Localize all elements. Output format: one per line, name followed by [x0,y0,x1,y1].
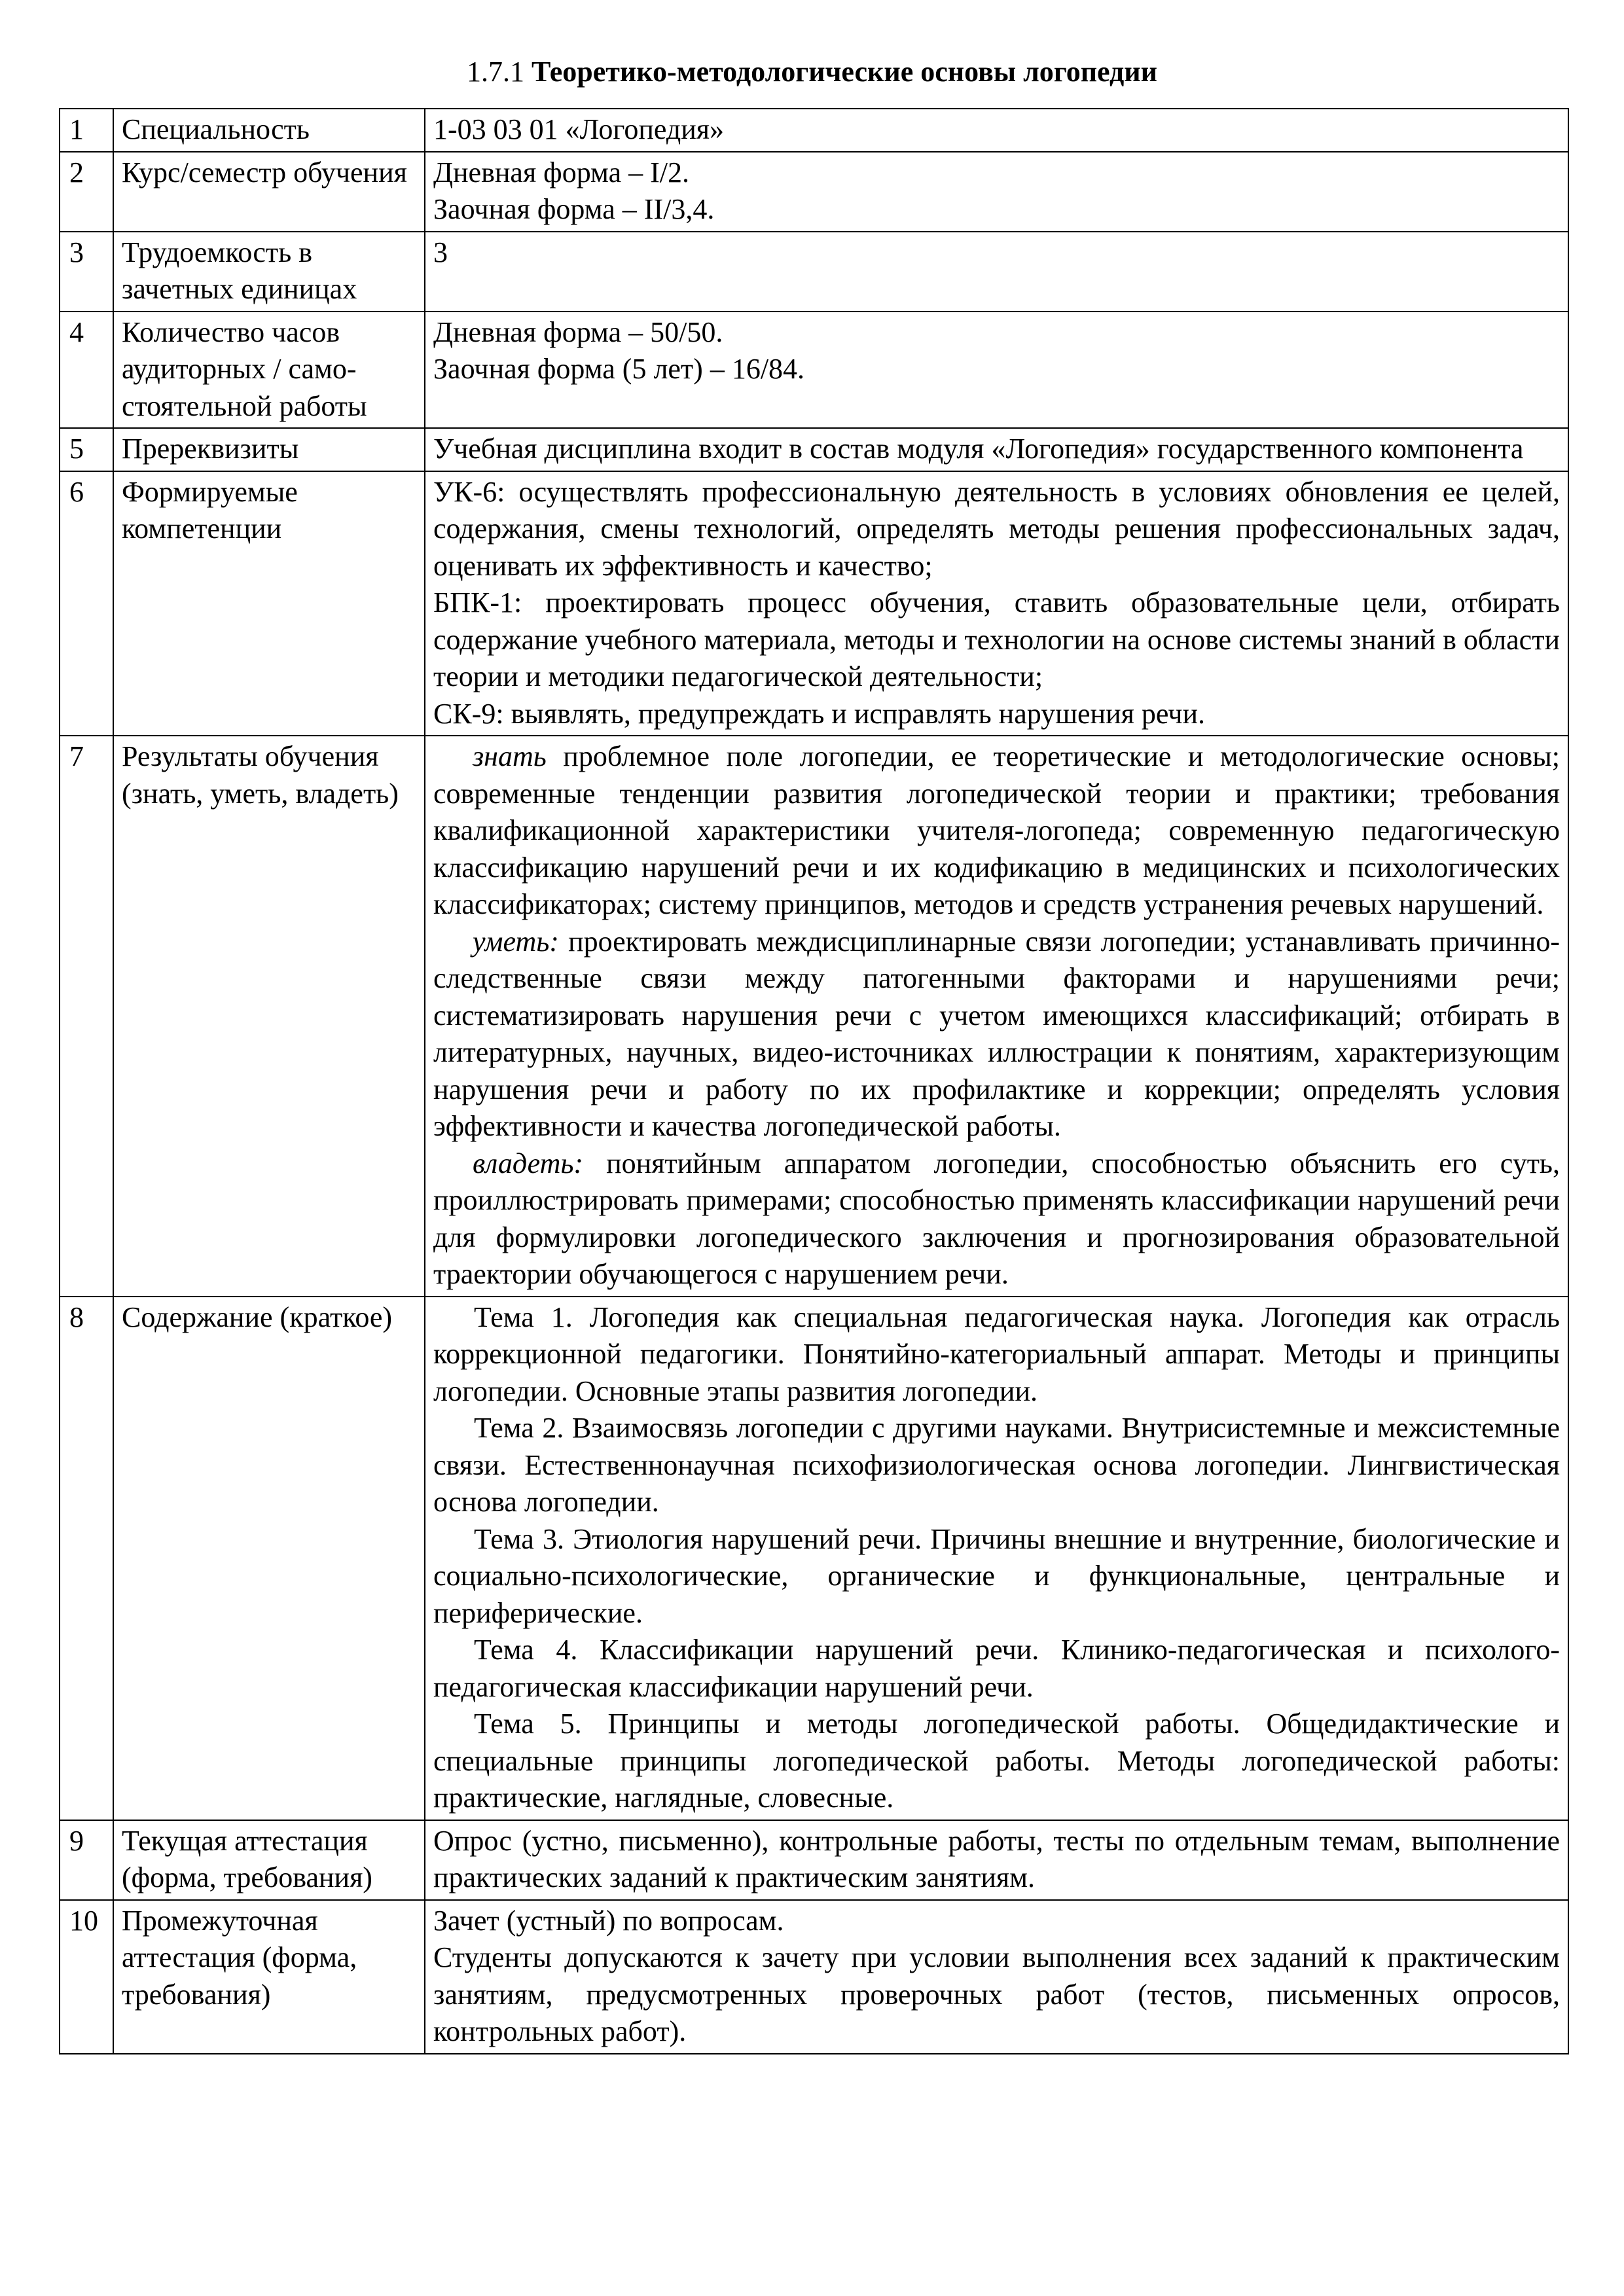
topic-item: Тема 1. Логопедия как специальная педагогическая наука. Логопедия как отрасль коррекционной педагогики. Понятийно-категориальный аппарат. Методы и принципы логопедии. Основные этапы развития логопедии. [433,1300,1560,1407]
row-number: 6 [60,471,113,736]
table-row [60,1820,1568,1900]
row-content [425,1297,1568,1820]
row-number: 9 [60,1820,113,1900]
content-line: Заочная форма – II/3,4. [433,193,715,225]
table-row [60,428,1568,471]
course-table [59,108,1569,2054]
table-row [60,152,1568,232]
row-label: Количество часов аудиторных / само-стоятельной работы [113,312,425,429]
row-label: Текущая аттестация (форма, требования) [113,1820,425,1900]
topic-item: Тема 4. Классификации нарушений речи. Клинико-педагогическая и психолого-педагогическая классификации нарушений речи. [433,1634,1560,1703]
row-number: 4 [60,312,113,429]
row-content [425,428,1568,471]
outcome-term: уметь: [473,925,559,958]
table-row [60,471,1568,736]
content-line: 3 [433,236,448,268]
row-number: 1 [60,109,113,152]
row-number: 10 [60,1900,113,2054]
topic-item: Тема 2. Взаимосвязь логопедии с другими науками. Внутрисистемные и межсистемные связи. Естественнонаучная психофизиологическая основа логопедии. Лингвистическая основа логопедии. [433,1412,1560,1518]
content-line: Учебная дисциплина входит в состав модуля «Логопедия» государственного компонента [433,433,1524,465]
row-content [425,312,1568,429]
row-number: 5 [60,428,113,471]
table-row [60,232,1568,312]
row-number: 8 [60,1297,113,1820]
outcome-term: владеть: [473,1147,584,1179]
row-number: 3 [60,232,113,312]
table-row [60,109,1568,152]
table-row [60,1900,1568,2054]
row-label: Содержание (краткое) [113,1297,425,1820]
table-row [60,312,1568,429]
row-label: Пререквизиты [113,428,425,471]
competence-item: СК-9: выявлять, предупреждать и исправлять нарушения речи. [433,697,1205,730]
row-content [425,736,1568,1297]
topic-item: Тема 5. Принципы и методы логопедической работы. Общедидактические и специальные принципы логопедической работы. Методы логопедической работы: практические, наглядные, словесные. [433,1708,1560,1814]
row-content [425,1900,1568,2054]
row-label: Результаты обучения (знать, уметь, владеть) [113,736,425,1297]
row-label: Специальность [113,109,425,152]
row-content [425,232,1568,312]
content-line: Опрос (устно, письменно), контрольные работы, тесты по отдельным темам, выполнение практических заданий к практическим занятиям. [433,1824,1560,1893]
row-label: Трудоемкость в зачетных единицах [113,232,425,312]
content-line: Заочная форма (5 лет) – 16/84. [433,353,805,385]
title-text: Теоретико-методологические основы логопедии [532,56,1157,88]
outcome-know [433,738,1560,924]
row-number: 2 [60,152,113,232]
row-label: Курс/семестр обучения [113,152,425,232]
outcome-text: проблемное поле логопедии, ее теоретические и методологические основы; современные тенденции развития логопедической теории и практики; требования квалификационной характеристики учителя-логопеда; современную педагогическую классификацию нарушений речи и их кодификацию в медицинских и психологических классификаторах; систему принципов, методов и средств устранения речевых нарушений. [433,740,1560,920]
outcome-text: понятийным аппаратом логопедии, способностью объяснить его суть, проиллюстрировать примерами; способностью применять классификации нарушений речи для формулировки логопедического заключения и прогнозирования образовательной траектории обучающегося с нарушением речи. [433,1147,1560,1290]
content-line: Дневная форма – I/2. [433,156,689,188]
topic-item: Тема 3. Этиология нарушений речи. Причины внешние и внутренние, биологические и социально-психологические, органические и функциональные, центральные и периферические. [433,1522,1560,1629]
competence-item: УК-6: осуществлять профессиональную деятельность в условиях обновления ее целей, содержания, смены технологий, определять методы решения профессиональных задач, оценивать их эффективность и качество; [433,475,1560,582]
competence-item: БПК-1: проектировать процесс обучения, ставить образовательные цели, отбирать содержание учебного материала, методы и технологии на основе системы знаний в области теории и методики педагогической деятельности; [433,586,1560,692]
title-number: 1.7.1 [467,56,525,88]
content-line: Студенты допускаются к зачету при условии выполнения всех заданий к практическим занятиям, предусмотренных проверочных работ (тестов, письменных опросов, контрольных работ). [433,1941,1560,2047]
row-number: 7 [60,736,113,1297]
content-line: Дневная форма – 50/50. [433,315,723,348]
row-label: Промежуточная аттестация (форма, требования) [113,1900,425,2054]
outcome-master [433,1145,1560,1293]
outcome-text: проектировать междисциплинарные связи логопедии; устанавливать причинно-следственные связи между патогенными факторами и нарушениями речи; систематизировать нарушения речи с учетом имеющихся классификаций; отбирать в литературных, научных, видео-источниках иллюстрации к понятиям, характеризующим нарушения речи и работу по их профилактике и коррекции; определять условия эффективности и качества логопедической работы. [433,925,1560,1142]
table-row [60,1297,1568,1820]
outcome-term: знать [473,740,547,772]
page-title [0,54,1624,90]
content-line: Зачет (устный) по вопросам. [433,1904,784,1937]
table-row [60,736,1568,1297]
row-content [425,152,1568,232]
row-content [425,1820,1568,1900]
content-line: 1-03 03 01 «Логопедия» [433,113,725,145]
row-content [425,109,1568,152]
outcome-can [433,924,1560,1145]
row-label: Формируемые компетенции [113,471,425,736]
row-content [425,471,1568,736]
